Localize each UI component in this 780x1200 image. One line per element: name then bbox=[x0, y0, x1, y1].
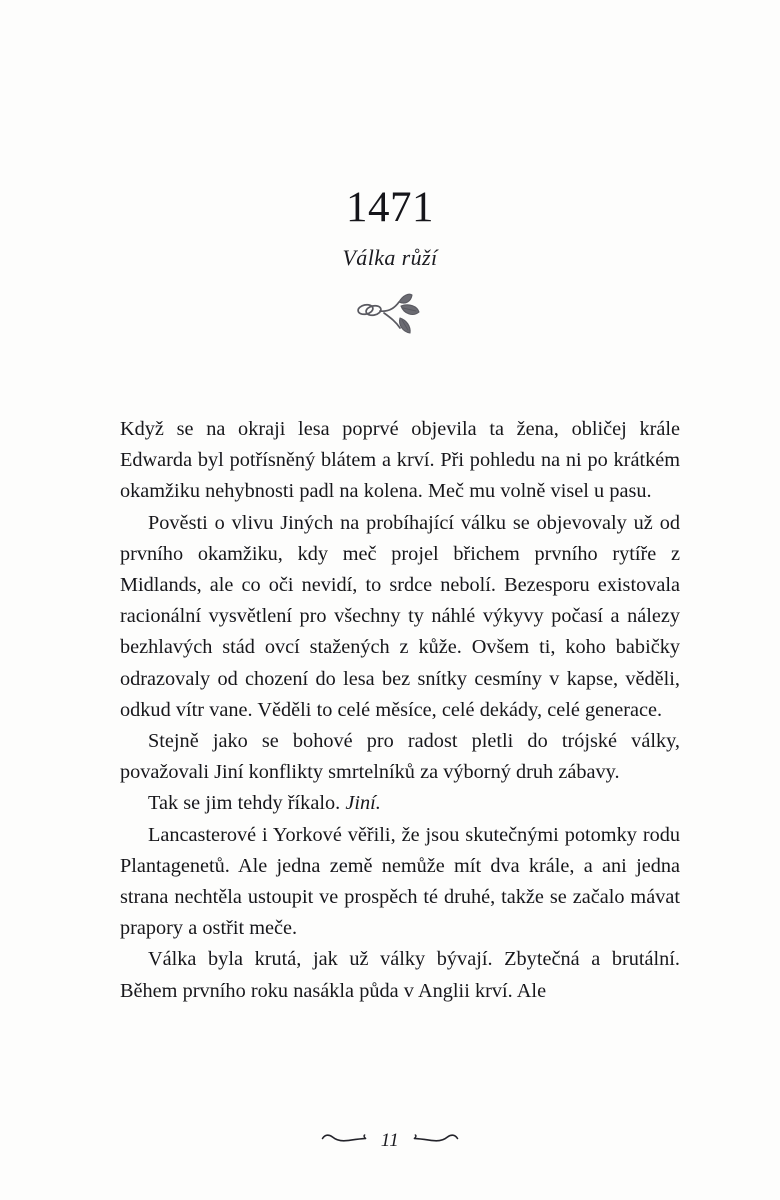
swash-flourish-right-icon bbox=[412, 1132, 460, 1151]
chapter-header bbox=[0, 186, 780, 339]
paragraph-4-text: Tak se jim tehdy říkalo. bbox=[148, 792, 346, 815]
page-footer bbox=[0, 1130, 780, 1152]
chapter-number: 1471 bbox=[346, 184, 434, 231]
paragraph-4 bbox=[120, 788, 680, 819]
paragraph-6: Válka byla krutá, jak už války bývají. Zbytečná a brutální. Během prvního roku nasákla půda v Anglii krví. Ale bbox=[120, 948, 680, 1002]
swash-flourish-left-icon bbox=[320, 1132, 368, 1151]
page-number: 11 bbox=[380, 1130, 400, 1151]
paragraph-2: Pověsti o vlivu Jiných na probíhající válku se objevovaly už od prvního okamžiku, kdy meč projel břichem prvního rytíře z Midlands, ale co oči nevidí, to srdce nebolí. Bezesporu existovala racionální vysvětlení pro všechny ty náhlé výkyvy počasí a nálezy bezhlavých stád ovcí stažených z kůže. Ovšem ti, koho babičky odrazovaly od chození do lesa bez snítky cesmíny v kapse, věděli, odkud vítr vane. Věděli to celé měsíce, celé dekády, celé generace. bbox=[120, 511, 680, 721]
leafy-vine-ornament-icon bbox=[0, 291, 780, 339]
body-text bbox=[120, 414, 680, 1007]
paragraph-3: Stejně jako se bohové pro radost pletli do trójské války, považovali Jiní konflikty smrtelníků za výborný druh zábavy. bbox=[120, 730, 680, 784]
paragraph-1: Když se na okraji lesa poprvé objevila ta žena, obličej krále Edwarda byl potřísněný blátem a krví. Při pohledu na ni po krátkém okamžiku nehybnosti padl na kolena. Meč mu volně visel u pasu. bbox=[120, 418, 680, 503]
chapter-subtitle: Válka růží bbox=[342, 245, 438, 270]
paragraph-4-emphasis: Jiní. bbox=[345, 792, 381, 815]
paragraph-5: Lancasterové i Yorkové věřili, že jsou skutečnými potomky rodu Plantagenetů. Ale jedna země nemůže mít dva krále, a ani jedna strana nechtěla ustoupit ve prospěch té druhé, takže se začalo mávat prapory a ostřit meče. bbox=[120, 823, 680, 940]
